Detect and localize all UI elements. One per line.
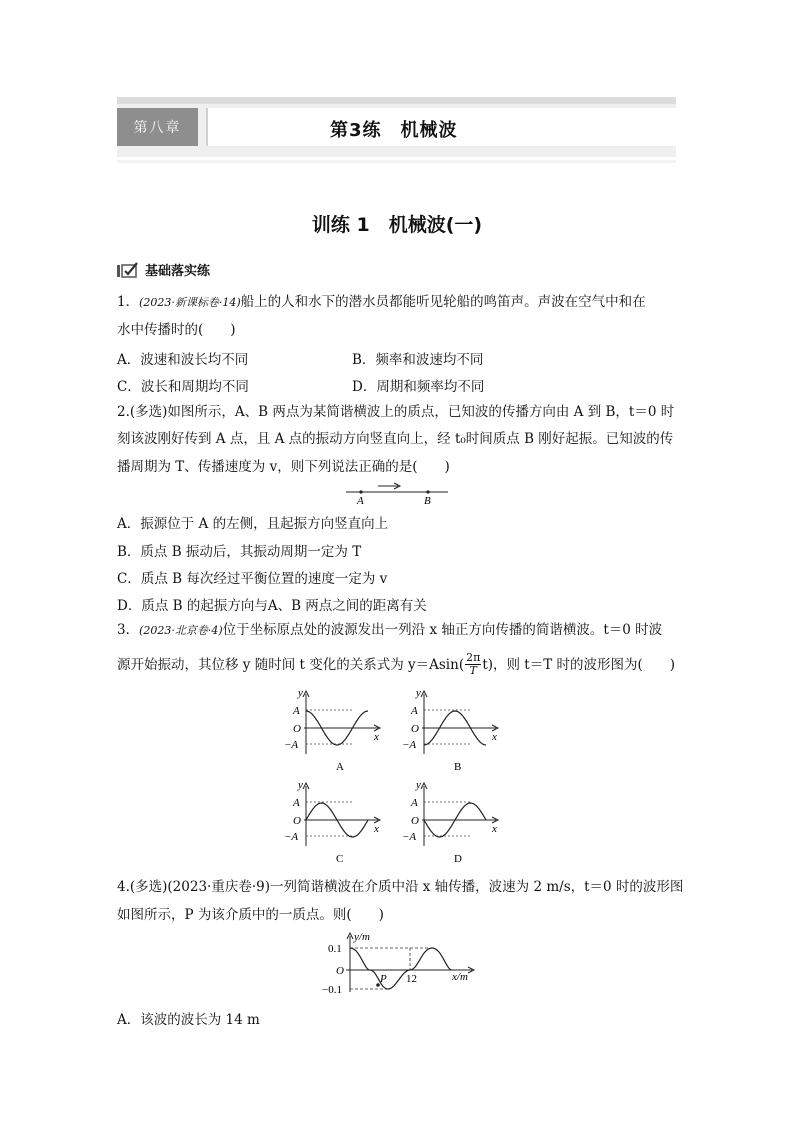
q2-line3: 播周期为 T、传播速度为 v，则下列说法正确的是( ) — [117, 459, 450, 475]
q1-option-a: A．波速和波长均不同 — [117, 352, 249, 368]
y-label: y — [298, 688, 303, 699]
q1-option-d: D．周期和频率均不同 — [352, 379, 485, 395]
y-label: y — [298, 779, 303, 791]
q4-origin: O — [336, 965, 344, 977]
q3-graph-b — [402, 688, 498, 773]
x-label: x — [492, 731, 497, 743]
x-label: x — [374, 731, 379, 743]
sub-heading — [117, 260, 210, 279]
q4-figure — [322, 930, 482, 996]
chapter-tab: 第八章 — [117, 108, 198, 146]
tick-a: A — [411, 705, 418, 717]
graph-caption: D — [454, 853, 462, 865]
q1-line1: 1．(2023·新课标卷·14)船上的人和水下的潜水员都能听见轮船的鸣笛声。声波在空气中和在 — [117, 294, 646, 310]
q3-graph-c — [284, 779, 380, 865]
q3-line2: 源开始振动，其位移 y 随时间 t 变化的关系式为 y＝Asin( 2π T t)，则 t＝T 时的波形图为( ) — [117, 651, 676, 677]
x-label: x — [492, 823, 497, 835]
q2-figure — [344, 482, 452, 506]
origin-label: O — [293, 723, 301, 735]
q4-bottom-tick: −0.1 — [322, 984, 342, 996]
tick-a: A — [293, 797, 300, 809]
origin-label: O — [411, 815, 419, 827]
origin-label: O — [411, 723, 419, 735]
tick-neg-a: −A — [402, 831, 417, 843]
tick-a: A — [411, 797, 418, 809]
q4-ylabel: y/m — [354, 931, 370, 943]
header-shadow — [117, 160, 676, 163]
q4-top-tick: 0.1 — [328, 943, 342, 955]
q3-graphs — [282, 688, 522, 872]
origin-label: O — [293, 815, 301, 827]
q3-graph-d — [402, 779, 498, 865]
q4-line1: 4.(多选)(2023·重庆卷·9)一列简谐横波在介质中沿 x 轴传播，波速为 2 m/s，t＝0 时的波形图 — [117, 879, 684, 895]
x-label: x — [374, 823, 379, 835]
q3-line1: 3．(2023·北京卷·4)位于坐标原点处的波源发出一列沿 x 轴正方向传播的简谐横波。t＝0 时波 — [117, 622, 663, 638]
q1-option-b: B．频率和波速均不同 — [352, 352, 484, 368]
tick-a: A — [293, 705, 300, 717]
q2-line1: 2.(多选)如图所示，A、B 两点为某简谐横波上的质点，已知波的传播方向由 A 到 B，t＝0 时 — [117, 404, 675, 420]
q4-line2: 如图所示，P 为该介质中的一质点。则( ) — [117, 907, 384, 923]
q2-line2: 刻该波刚好传到 A 点，且 A 点的振动方向竖直向上，经 t₀时间质点 B 刚好起振。已知波的传 — [117, 431, 674, 447]
tick-neg-a: −A — [402, 739, 417, 751]
y-label: y — [416, 779, 421, 791]
tick-neg-a: −A — [284, 739, 299, 751]
q2-option-c: C．质点 B 每次经过平衡位置的速度一定为 v — [117, 571, 388, 587]
q2-fig-label-b: B — [424, 495, 431, 506]
q4-x12: 12 — [406, 973, 417, 985]
y-label: y — [416, 688, 421, 699]
lesson-title: 第3练 机械波 — [330, 120, 458, 141]
q3-fraction: 2π T — [466, 651, 481, 677]
graph-caption: A — [336, 761, 344, 773]
graph-caption: C — [336, 853, 344, 865]
graph-caption: B — [454, 761, 462, 773]
q2-option-d: D．质点 B 的起振方向与A、B 两点之间的距离有关 — [117, 598, 427, 614]
sub-heading-text: 基础落实练 — [145, 264, 211, 279]
q3-graph-a — [284, 688, 380, 773]
q1-line2: 水中传播时的( ) — [117, 322, 236, 338]
checkbox-icon — [117, 262, 139, 278]
q2-option-a: A．振源位于 A 的左侧，且起振方向竖直向上 — [117, 516, 389, 532]
header-stripe — [117, 97, 676, 104]
q4-option-a: A．该波的波长为 14 m — [117, 1012, 260, 1028]
tick-neg-a: −A — [284, 831, 299, 843]
q4-point-p: P — [380, 973, 387, 985]
q2-fig-label-a: A — [357, 495, 364, 506]
q4-xlabel: x/m — [452, 971, 468, 983]
q2-option-b: B．质点 B 振动后，其振动周期一定为 T — [117, 544, 362, 560]
section-title: 训练 1 机械波(一) — [311, 214, 483, 236]
q1-option-c: C．波长和周期均不同 — [117, 379, 249, 395]
